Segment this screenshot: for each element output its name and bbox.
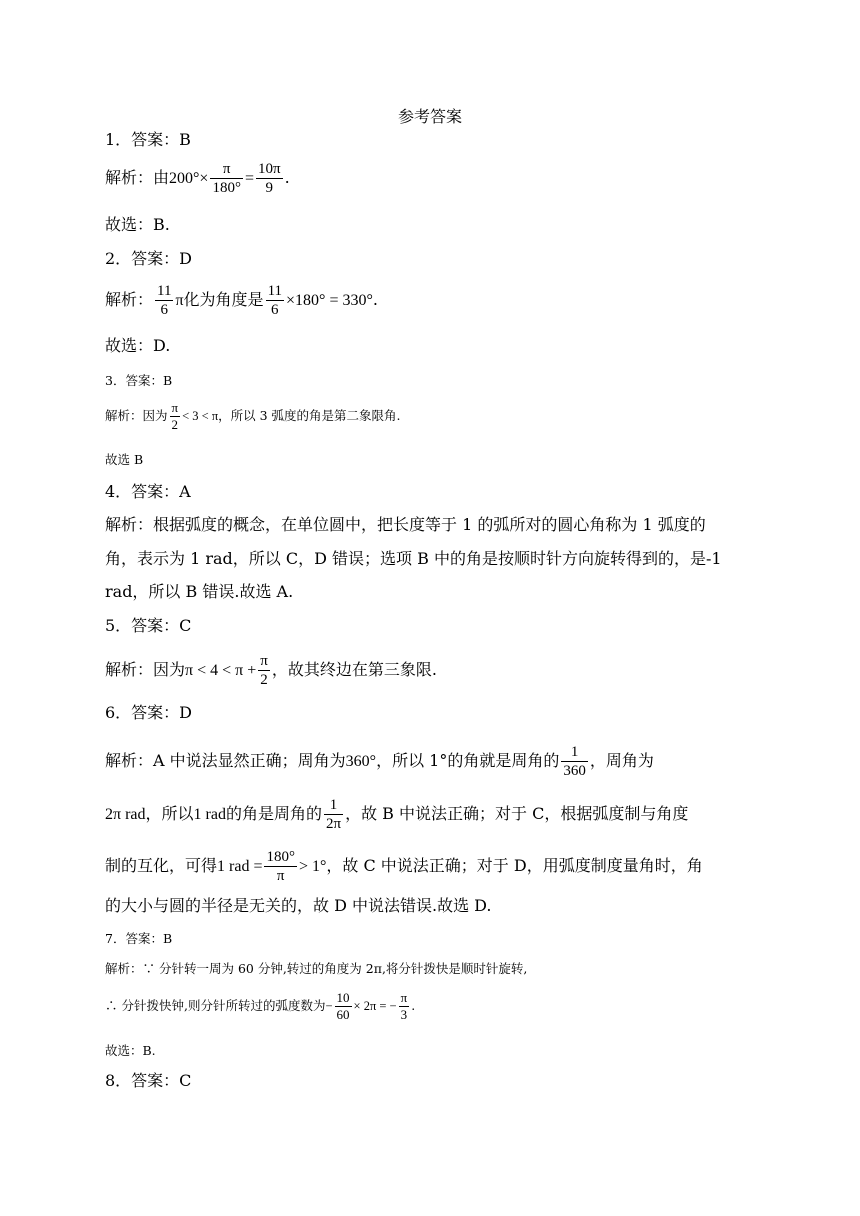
q5-ineq: π < 4 < π + [185, 662, 257, 679]
q2-fraction-1 [155, 282, 173, 319]
q1-fraction-2 [256, 160, 283, 197]
q6-l2-c: 1 rad [193, 806, 226, 823]
q2-exp-prefix: 解析： [105, 290, 154, 309]
q7-f2-num: π [400, 990, 408, 1005]
q2-f1-num: 11 [157, 283, 172, 299]
q7-line-2 [105, 990, 415, 1023]
q1-f2-den: 9 [265, 180, 274, 196]
q8-answer: 8．答案：C [105, 1071, 192, 1090]
q6-line-1 [105, 743, 654, 780]
q2-conclusion: 故选：D. [105, 336, 171, 355]
q1-answer: 1．答案：B [105, 130, 191, 149]
q7-line-1: 解析：∵ 分针转一周为 60 分钟,转过的角度为 2π,将分针拨快是顺时针旋转, [105, 961, 528, 976]
q2-explanation [105, 282, 378, 319]
q7-f2-den: 3 [400, 1007, 408, 1022]
page-title: 参考答案 [397, 107, 462, 126]
q6-line-4: 的大小与圆的半径是无关的，故 D 中说法错误.故选 D. [105, 896, 492, 915]
q7-l2-prefix: ∴ 分针拨快钟,则分针所转过的弧度数为 [105, 998, 326, 1013]
q1-explanation [105, 160, 290, 197]
q1-times: × [199, 170, 209, 187]
q5-exp-prefix: 解析：因为 [105, 660, 186, 679]
q5-fraction [258, 652, 270, 689]
q3-explanation [105, 400, 401, 433]
q6-l2-b: ，所以 [145, 804, 194, 823]
q2-answer: 2．答案：D [105, 249, 193, 268]
q6-l1-fraction [561, 743, 588, 780]
q6-l2-d: 的角是周角的 [225, 804, 322, 823]
q3-f-den: 2 [171, 417, 179, 432]
q6-l2-a: 2π rad [105, 806, 146, 823]
q2-f1-den: 6 [160, 302, 168, 318]
q6-l2-f-den: 2π [325, 816, 342, 832]
q6-l1-f-den: 360 [563, 763, 586, 779]
q6-answer: 6．答案：D [105, 703, 193, 722]
q3-f-num: π [171, 400, 179, 415]
q7-answer: 7．答案：B [105, 931, 173, 946]
q2-mid: 化为角度是 [183, 290, 264, 309]
q6-line-3 [105, 848, 703, 885]
q3-conclusion: 故选 B [105, 452, 144, 467]
q6-l3-b: 1 rad = [217, 858, 263, 875]
q1-f2-num: 10π [257, 161, 281, 177]
q6-l1-prefix: 解析：A 中说法显然正确；周角为 [105, 751, 346, 770]
q1-angle: 200° [169, 170, 200, 187]
q2-fraction-2 [266, 282, 284, 319]
q7-fraction-1 [335, 990, 352, 1023]
q4-answer: 4．答案：A [105, 482, 191, 501]
q1-conclusion: 故选：B. [105, 215, 170, 234]
q4-line-3: rad，所以 B 错误.故选 A. [105, 582, 294, 601]
q3-answer: 3．答案：B [105, 373, 173, 388]
q6-l2-e: ，故 B 中说法正确；对于 C，根据弧度制与角度 [345, 804, 689, 823]
q5-f-num: π [260, 653, 268, 669]
q7-conclusion: 故选：B. [105, 1043, 156, 1058]
q3-exp-prefix: 解析：因为 [105, 408, 168, 423]
q7-f1-num: 10 [336, 990, 350, 1005]
q6-l2-fraction [324, 796, 343, 833]
q7-f1-den: 60 [336, 1007, 350, 1022]
q3-fraction [170, 400, 181, 433]
q6-l1-mid: ，所以 1°的角就是周角的 [376, 751, 560, 770]
q6-l3-f-num: 180° [266, 849, 295, 865]
q5-answer: 5．答案：C [105, 616, 192, 635]
q3-rest: ，所以 3 弧度的角是第二象限角. [218, 408, 401, 423]
q2-rest: ×180° = 330° [286, 292, 373, 309]
q2-f2-num: 11 [267, 283, 283, 299]
q4-line-1: 解析：根据弧度的概念，在单位圆中，把长度等于 1 的弧所对的圆心角称为 1 弧度的 [105, 515, 706, 534]
q1-f1-den: 180° [212, 180, 241, 196]
q6-line-2 [105, 796, 688, 833]
q1-f1-num: π [210, 160, 243, 179]
q6-l3-fraction [264, 848, 297, 885]
q6-l2-f-num: 1 [324, 796, 343, 815]
q1-end: . [284, 168, 290, 187]
q7-fraction-2 [399, 990, 410, 1023]
q2-end: . [372, 290, 378, 309]
q7-l2-minus: − [325, 999, 333, 1013]
q1-fraction-1 [210, 160, 243, 197]
q6-l3-c: > 1° [298, 858, 327, 875]
q5-f-den: 2 [260, 672, 268, 688]
q4-line-2: 角，表示为 1 rad，所以 C，D 错误；选项 B 中的角是按顺时针方向旋转得到的，是-1 [105, 549, 722, 568]
q6-l1-end: ，周角为 [589, 751, 654, 770]
q5-explanation [105, 652, 437, 689]
q6-l3-f-den: π [276, 868, 285, 884]
q6-l3-a: 制的互化，可得 [105, 856, 218, 875]
q1-exp-prefix: 解析：由 [105, 168, 170, 187]
q7-l2-mid: × 2π = − [353, 999, 397, 1013]
q2-pi: π [175, 292, 184, 309]
q1-eq: = [244, 170, 254, 187]
q5-rest: ，故其终边在第三象限. [271, 660, 437, 679]
q6-l1-val: 360° [345, 753, 377, 770]
q6-l3-d: ，故 C 中说法正确；对于 D，用弧度制度量角时，角 [326, 856, 703, 875]
q2-f2-den: 6 [271, 302, 279, 318]
q3-ineq: < 3 < π [182, 409, 219, 423]
q7-l2-end: . [411, 998, 416, 1013]
q6-l1-f-num: 1 [561, 743, 588, 762]
